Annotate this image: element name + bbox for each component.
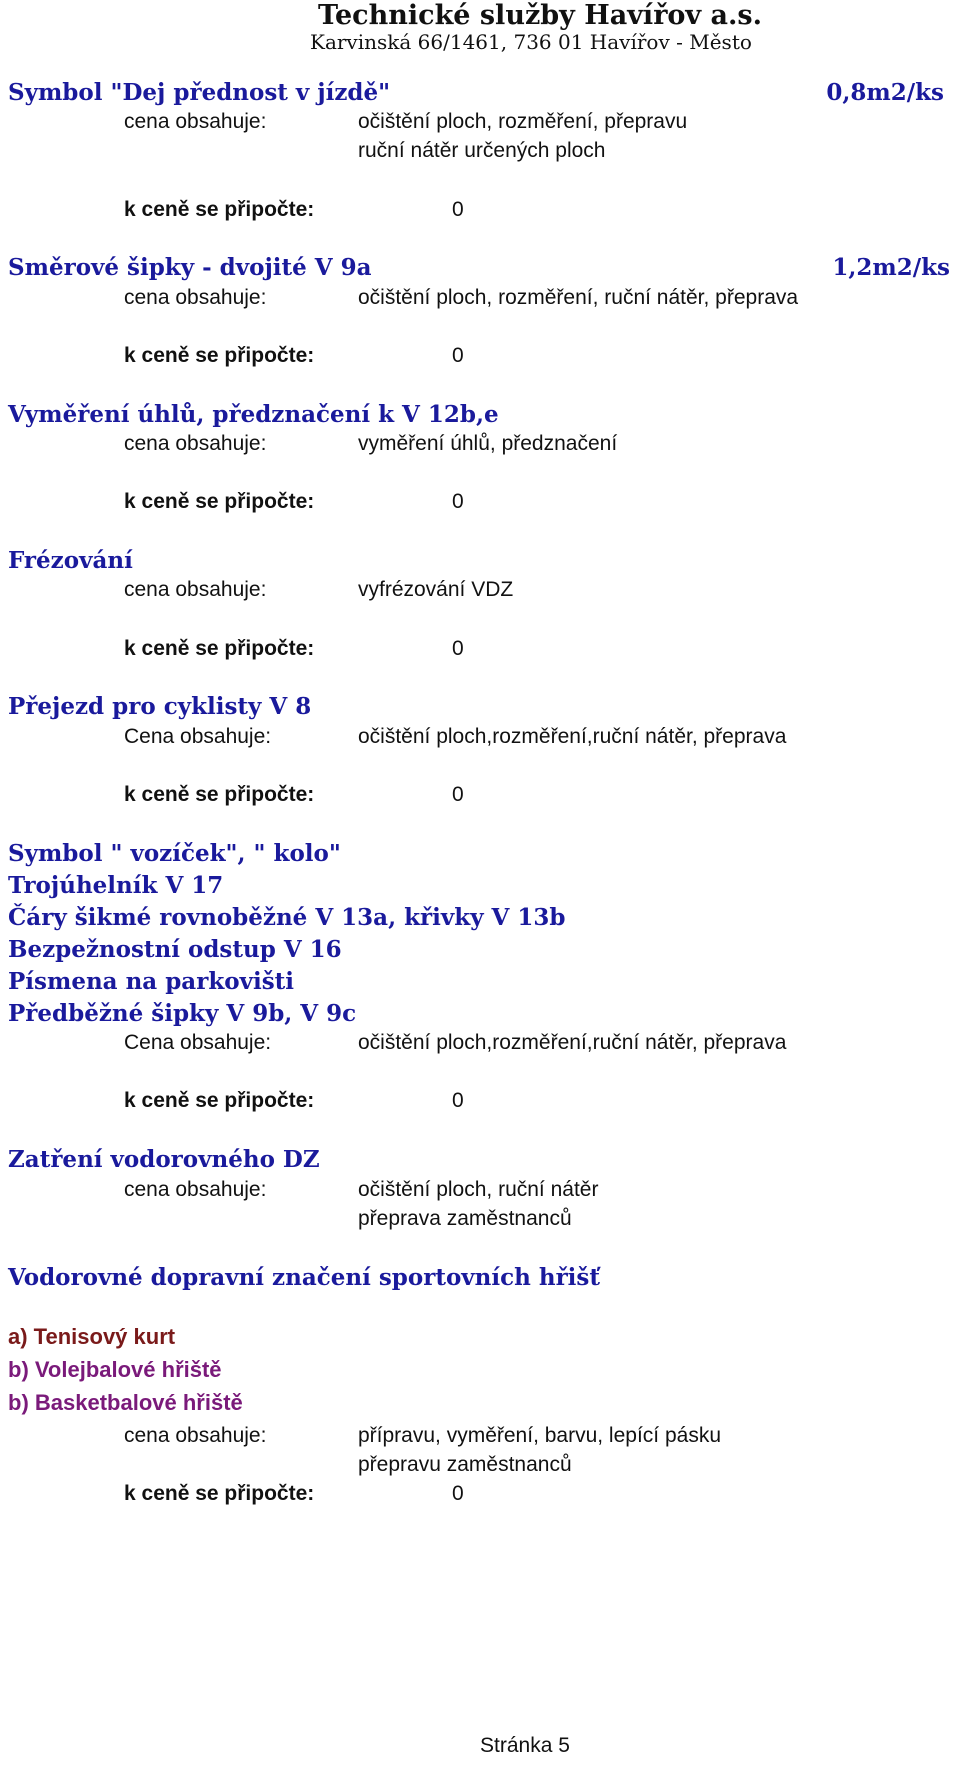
section-title: Frézování bbox=[8, 547, 133, 574]
extra-label: k ceně se připočte: bbox=[124, 1482, 315, 1505]
content-label: cena obsahuje: bbox=[124, 578, 267, 601]
content-line: ruční nátěr určených ploch bbox=[358, 139, 606, 162]
sub-item: b) Volejbalové hřiště bbox=[8, 1357, 222, 1382]
org-name: Technické služby Havířov a.s. bbox=[318, 0, 763, 31]
content-label: cena obsahuje: bbox=[124, 432, 267, 455]
extra-label: k ceně se připočte: bbox=[124, 783, 315, 806]
section-title: Symbol "Dej přednost v jízdě" bbox=[8, 79, 391, 106]
sub-item: a) Tenisový kurt bbox=[8, 1324, 176, 1349]
org-address: Karvinská 66/1461, 736 01 Havířov - Město bbox=[310, 30, 752, 54]
extra-label: k ceně se připočte: bbox=[124, 198, 315, 221]
extra-label: k ceně se připočte: bbox=[124, 490, 315, 513]
quantity: 1,2m2/ks bbox=[832, 254, 950, 281]
extra-label: k ceně se připočte: bbox=[124, 344, 315, 367]
content-label: cena obsahuje: bbox=[124, 1178, 267, 1201]
section-title: Symbol " vozíček", " kolo" bbox=[8, 840, 341, 867]
extra-label: k ceně se připočte: bbox=[124, 1089, 315, 1112]
content-line: očištění ploch, rozměření, přepravu bbox=[358, 110, 688, 133]
section-title: Bezpežnostní odstup V 16 bbox=[8, 936, 342, 963]
extra-label: k ceně se připočte: bbox=[124, 637, 315, 660]
extra-value: 0 bbox=[452, 490, 464, 513]
page-number: Stránka 5 bbox=[480, 1734, 570, 1757]
content-label: cena obsahuje: bbox=[124, 110, 267, 133]
section-title: Vyměření úhlů, předznačení k V 12b,e bbox=[8, 401, 499, 428]
content-line: vyfrézování VDZ bbox=[358, 578, 514, 601]
content-line: očištění ploch, ruční nátěr bbox=[358, 1178, 599, 1201]
extra-value: 0 bbox=[452, 783, 464, 806]
content-line: očištění ploch, rozměření, ruční nátěr, přeprava bbox=[358, 286, 799, 309]
section-title: Předběžné šipky V 9b, V 9c bbox=[8, 1000, 357, 1027]
content-label: cena obsahuje: bbox=[124, 1424, 267, 1447]
section-title: Písmena na parkovišti bbox=[8, 968, 295, 995]
extra-value: 0 bbox=[452, 1089, 464, 1112]
section-title: Přejezd pro cyklisty V 8 bbox=[8, 693, 312, 720]
section-title: Trojúhelník V 17 bbox=[8, 872, 224, 899]
content-line: vyměření úhlů, předznačení bbox=[358, 432, 618, 455]
content-line: očištění ploch,rozměření,ruční nátěr, přeprava bbox=[358, 1031, 787, 1054]
content-line: očištění ploch,rozměření,ruční nátěr, přeprava bbox=[358, 725, 787, 748]
content-label: Cena obsahuje: bbox=[124, 725, 272, 748]
section-title: Čáry šikmé rovnoběžné V 13a, křivky V 13b bbox=[8, 904, 566, 931]
content-label: Cena obsahuje: bbox=[124, 1031, 272, 1054]
section-title: Zatření vodorovného DZ bbox=[8, 1146, 320, 1173]
extra-value: 0 bbox=[452, 637, 464, 660]
section-title: Vodorovné dopravní značení sportovních hřišť bbox=[8, 1264, 600, 1291]
content-line: přípravu, vyměření, barvu, lepící pásku bbox=[358, 1424, 721, 1447]
content-line: přepravu zaměstnanců bbox=[358, 1453, 572, 1476]
content-line: přeprava zaměstnanců bbox=[358, 1207, 572, 1230]
extra-value: 0 bbox=[452, 1482, 464, 1505]
sub-item: b) Basketbalové hřiště bbox=[8, 1390, 243, 1415]
quantity: 0,8m2/ks bbox=[826, 79, 944, 106]
content-label: cena obsahuje: bbox=[124, 286, 267, 309]
extra-value: 0 bbox=[452, 344, 464, 367]
section-title: Směrové šipky - dvojité V 9a bbox=[8, 254, 372, 281]
extra-value: 0 bbox=[452, 198, 464, 221]
